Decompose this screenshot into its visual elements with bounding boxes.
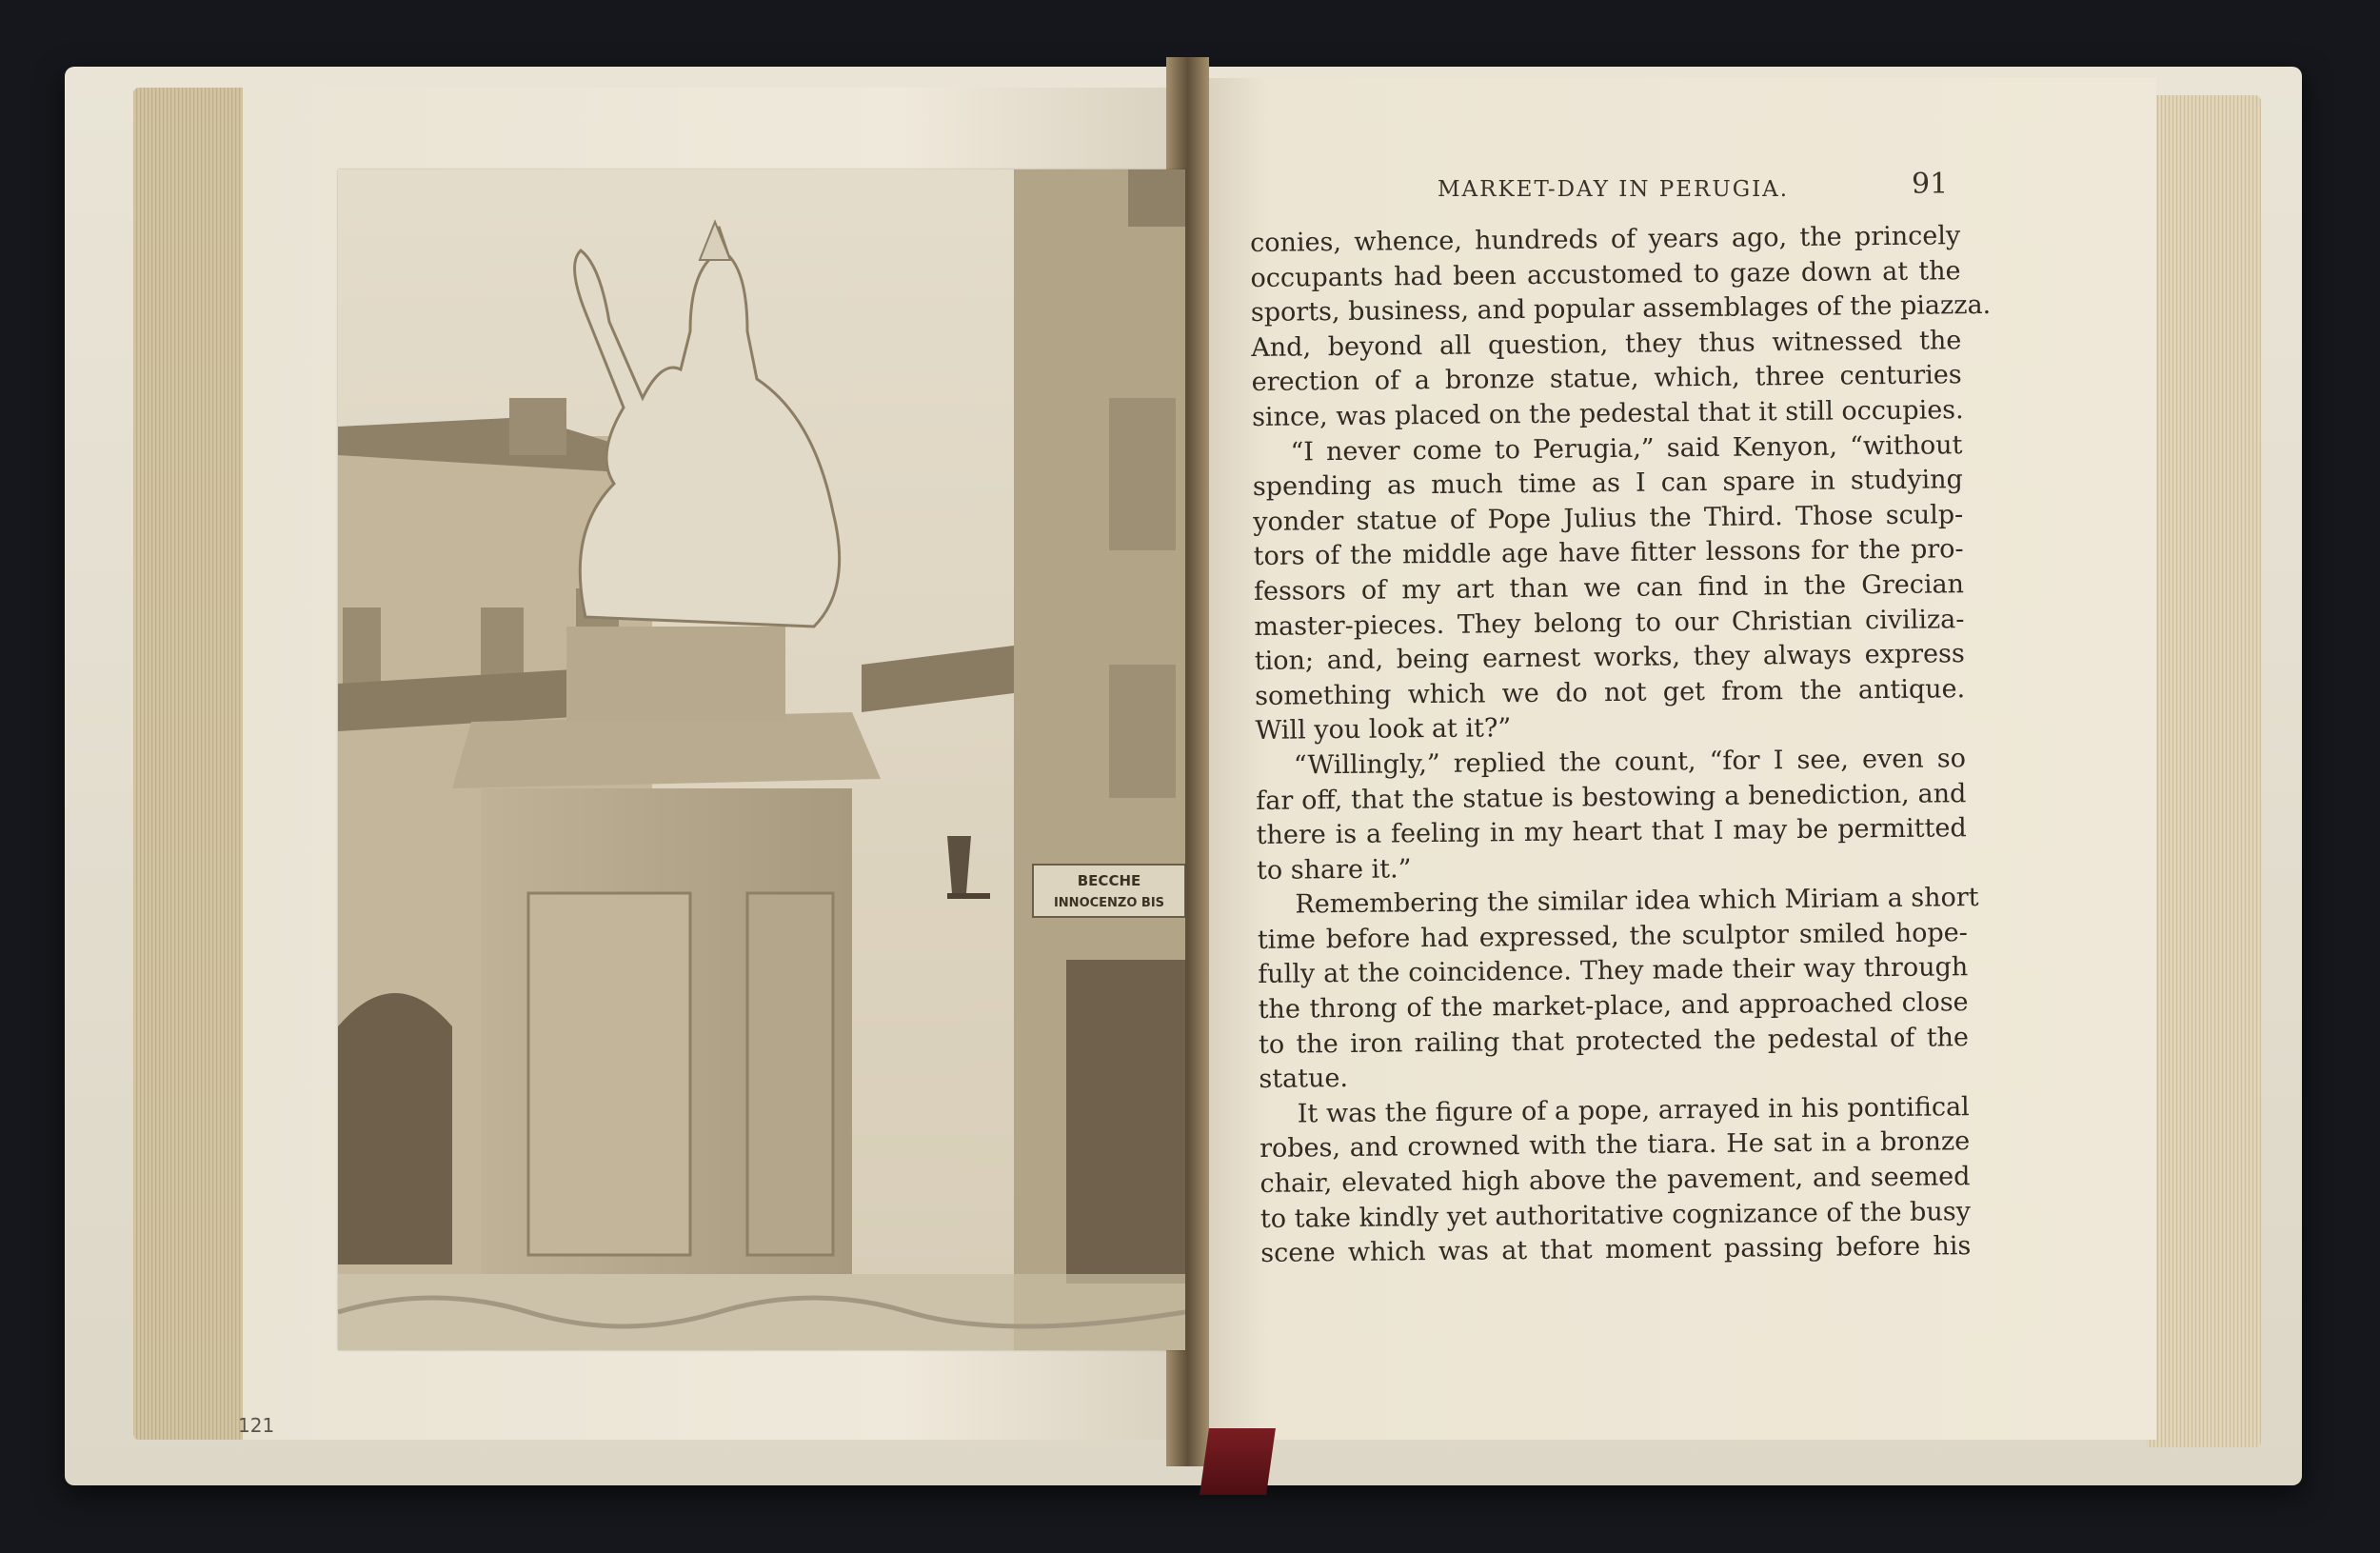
text-line: master-pieces. They belong to our Christian civiliza- [1254, 604, 1965, 642]
text-line: “Willingly,” replied the count, “for I see, even so [1293, 744, 1967, 781]
shop-sign-line1: BECCHE [1077, 872, 1141, 889]
text-line: statue. [1259, 1064, 1349, 1095]
text-line: the throng of the market-place, and approached close [1258, 987, 1969, 1025]
page-edges-left [133, 88, 252, 1440]
body-text [1250, 219, 1992, 1272]
arched-door [338, 993, 452, 1264]
text-line: And, beyond all question, they thus witnessed the [1251, 325, 1962, 363]
text-line: Remembering the similar idea which Miriam a short [1295, 883, 1979, 920]
pencil-mark: 121 [238, 1414, 275, 1437]
text-line: It was the figure of a pope, arrayed in his pontifical [1297, 1091, 1970, 1129]
text-line: erection of a bronze statue, which, three centuries [1251, 360, 1962, 398]
ribbon-bookmark [1200, 1428, 1276, 1495]
text-line: chair, elevated high above the pavement, and seemed [1259, 1162, 1971, 1199]
statue-photograph [338, 169, 1185, 1350]
text-line: tors of the middle age have fitter lessons for the pro- [1253, 534, 1964, 572]
shop-sign-line2: INNOCENZO BIS [1053, 896, 1165, 910]
text-line: robes, and crowned with the tiara. He sat in a bronze [1259, 1126, 1971, 1165]
text-line: since, was placed on the pedestal that it still occupies. [1251, 395, 1964, 432]
text-line: occupants had been accustomed to gaze down at the [1250, 255, 1961, 293]
shop-door [1066, 960, 1185, 1284]
text-line: far off, that the statue is bestowing a benediction, and [1256, 778, 1967, 816]
text-line: sports, business, and popular assemblages of the piazza. [1250, 290, 1992, 329]
text-line: something which we do not get from the antique. [1255, 673, 1966, 711]
text-line: conies, whence, hundreds of years ago, the princely [1250, 221, 1961, 258]
statue-photo-illustration [338, 169, 1185, 1350]
text-line: fessors of my art than we can find in the Grecian [1253, 569, 1965, 607]
text-line: yonder statue of Pope Julius the Third. Those sculp- [1253, 499, 1964, 537]
text-line: tion; and, being earnest works, they always express [1254, 639, 1965, 677]
text-line: scene which was at that moment passing before his [1260, 1231, 1972, 1269]
text-line: to share it.” [1256, 853, 1412, 886]
text-line: Will you look at it?” [1255, 713, 1512, 747]
page-number: 91 [1912, 168, 1949, 201]
text-line: to the iron railing that protected the pedestal of the [1258, 1022, 1970, 1060]
text-line: there is a feeling in my heart that I may be permitted [1256, 813, 1967, 851]
text-line: fully at the coincidence. They made their way through [1258, 952, 1969, 990]
page-edges-right [2147, 95, 2261, 1447]
text-line: “I never come to Perugia,” said Kenyon, “without [1290, 429, 1963, 468]
text-line: spending as much time as I can spare in studying [1252, 465, 1963, 503]
text-line: time before had expressed, the sculptor smiled hope- [1257, 918, 1968, 955]
text-line: to take kindly yet authoritative cognizance of the busy [1259, 1196, 1972, 1234]
running-head: MARKET-DAY IN PERUGIA. [1438, 177, 1790, 202]
